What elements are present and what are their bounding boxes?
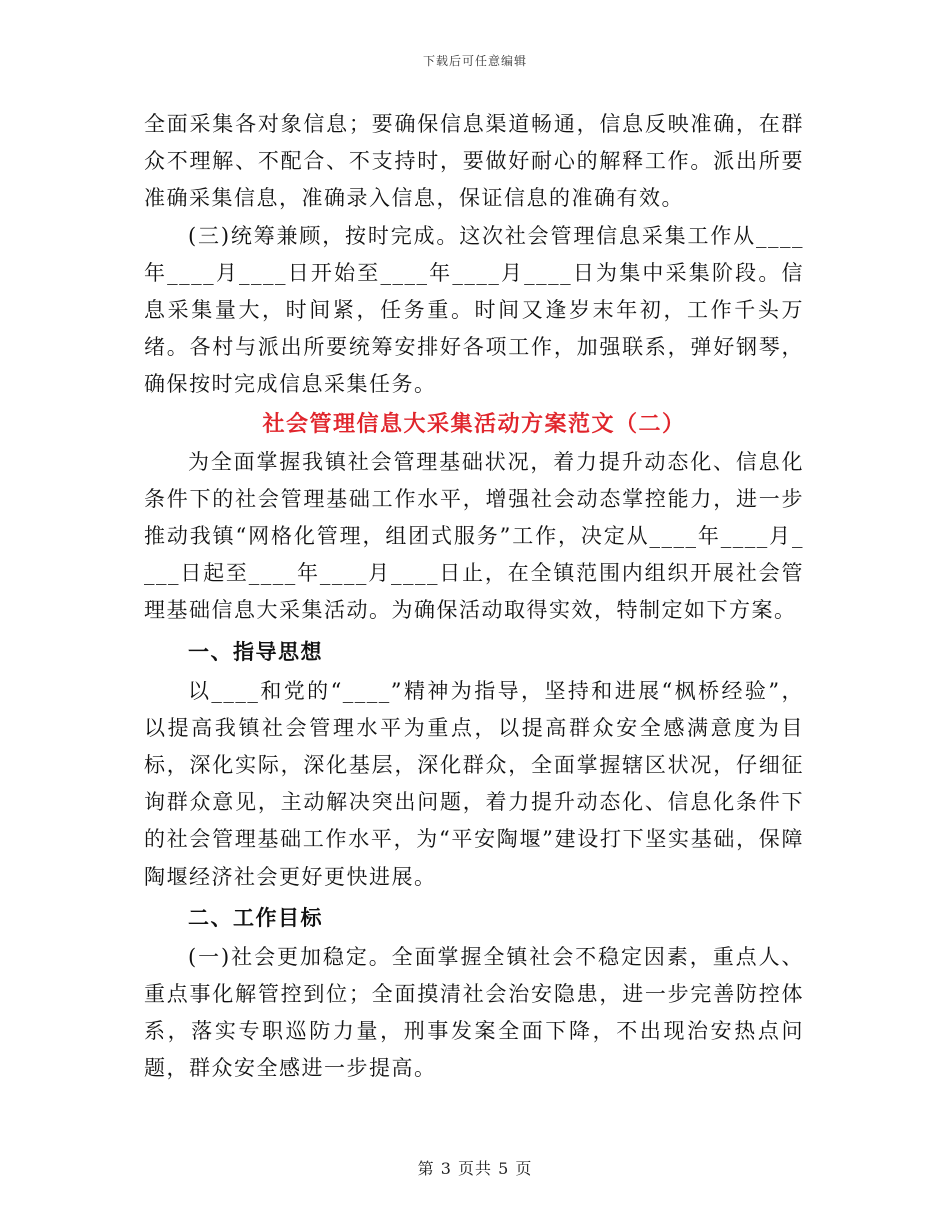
page-number: 第 3 页共 5 页 [417,1159,533,1178]
document-body [144,106,804,1088]
heading-work-goals: 二、工作目标 [188,905,323,930]
header-note: 下载后可任意编辑 [422,54,527,68]
paragraph-2: (三)统筹兼顾，按时完成。这次社会管理信息采集工作从____年____月____日开始至____年____月____日为集中采集阶段。信息采集量大，时间紧，任务重。时间又逢岁末年初，工作千头万绪。各村与派出所要统筹安排好各项工作，加强联系，弹好钢琴，确保按时完成信息采集任务。 [144,223,804,397]
paragraph-3: 为全面掌握我镇社会管理基础状况，着力提升动态化、信息化条件下的社会管理基础工作水平，增强社会动态掌控能力，进一步推动我镇“网格化管理，组团式服务”工作，决定从____年____月____日起至____年____月____日止，在全镇范围内组织开展社会管理基础信息大采集活动。为确保活动取得实效，特制定如下方案。 [144,449,804,623]
heading-guiding-ideology: 一、指导思想 [188,639,323,664]
paragraph-4: 以____和党的“____”精神为指导，坚持和进展“枫桥经验”，以提高我镇社会管理水平为重点，以提高群众安全感满意度为目标，深化实际，深化基层，深化群众，全面掌握辖区状况，仔细征询群众意见，主动解决突出问题，着力提升动态化、信息化条件下的社会管理基础工作水平，为“平安陶堰”建设打下坚实基础，保障陶堰经济社会更好更快进展。 [144,678,804,889]
section-title: 社会管理信息大采集活动方案范文（二） [262,411,686,437]
paragraph-1: 全面采集各对象信息；要确保信息渠道畅通，信息反映准确，在群众不理解、不配合、不支持时，要做好耐心的解释工作。派出所要准确采集信息，准确录入信息，保证信息的准确有效。 [144,112,804,211]
paragraph-5: (一)社会更加稳定。全面掌握全镇社会不稳定因素，重点人、重点事化解管控到位；全面摸清社会治安隐患，进一步完善防控体系，落实专职巡防力量，刑事发案全面下降，不出现治安热点问题，群众安全感进一步提高。 [144,944,804,1081]
